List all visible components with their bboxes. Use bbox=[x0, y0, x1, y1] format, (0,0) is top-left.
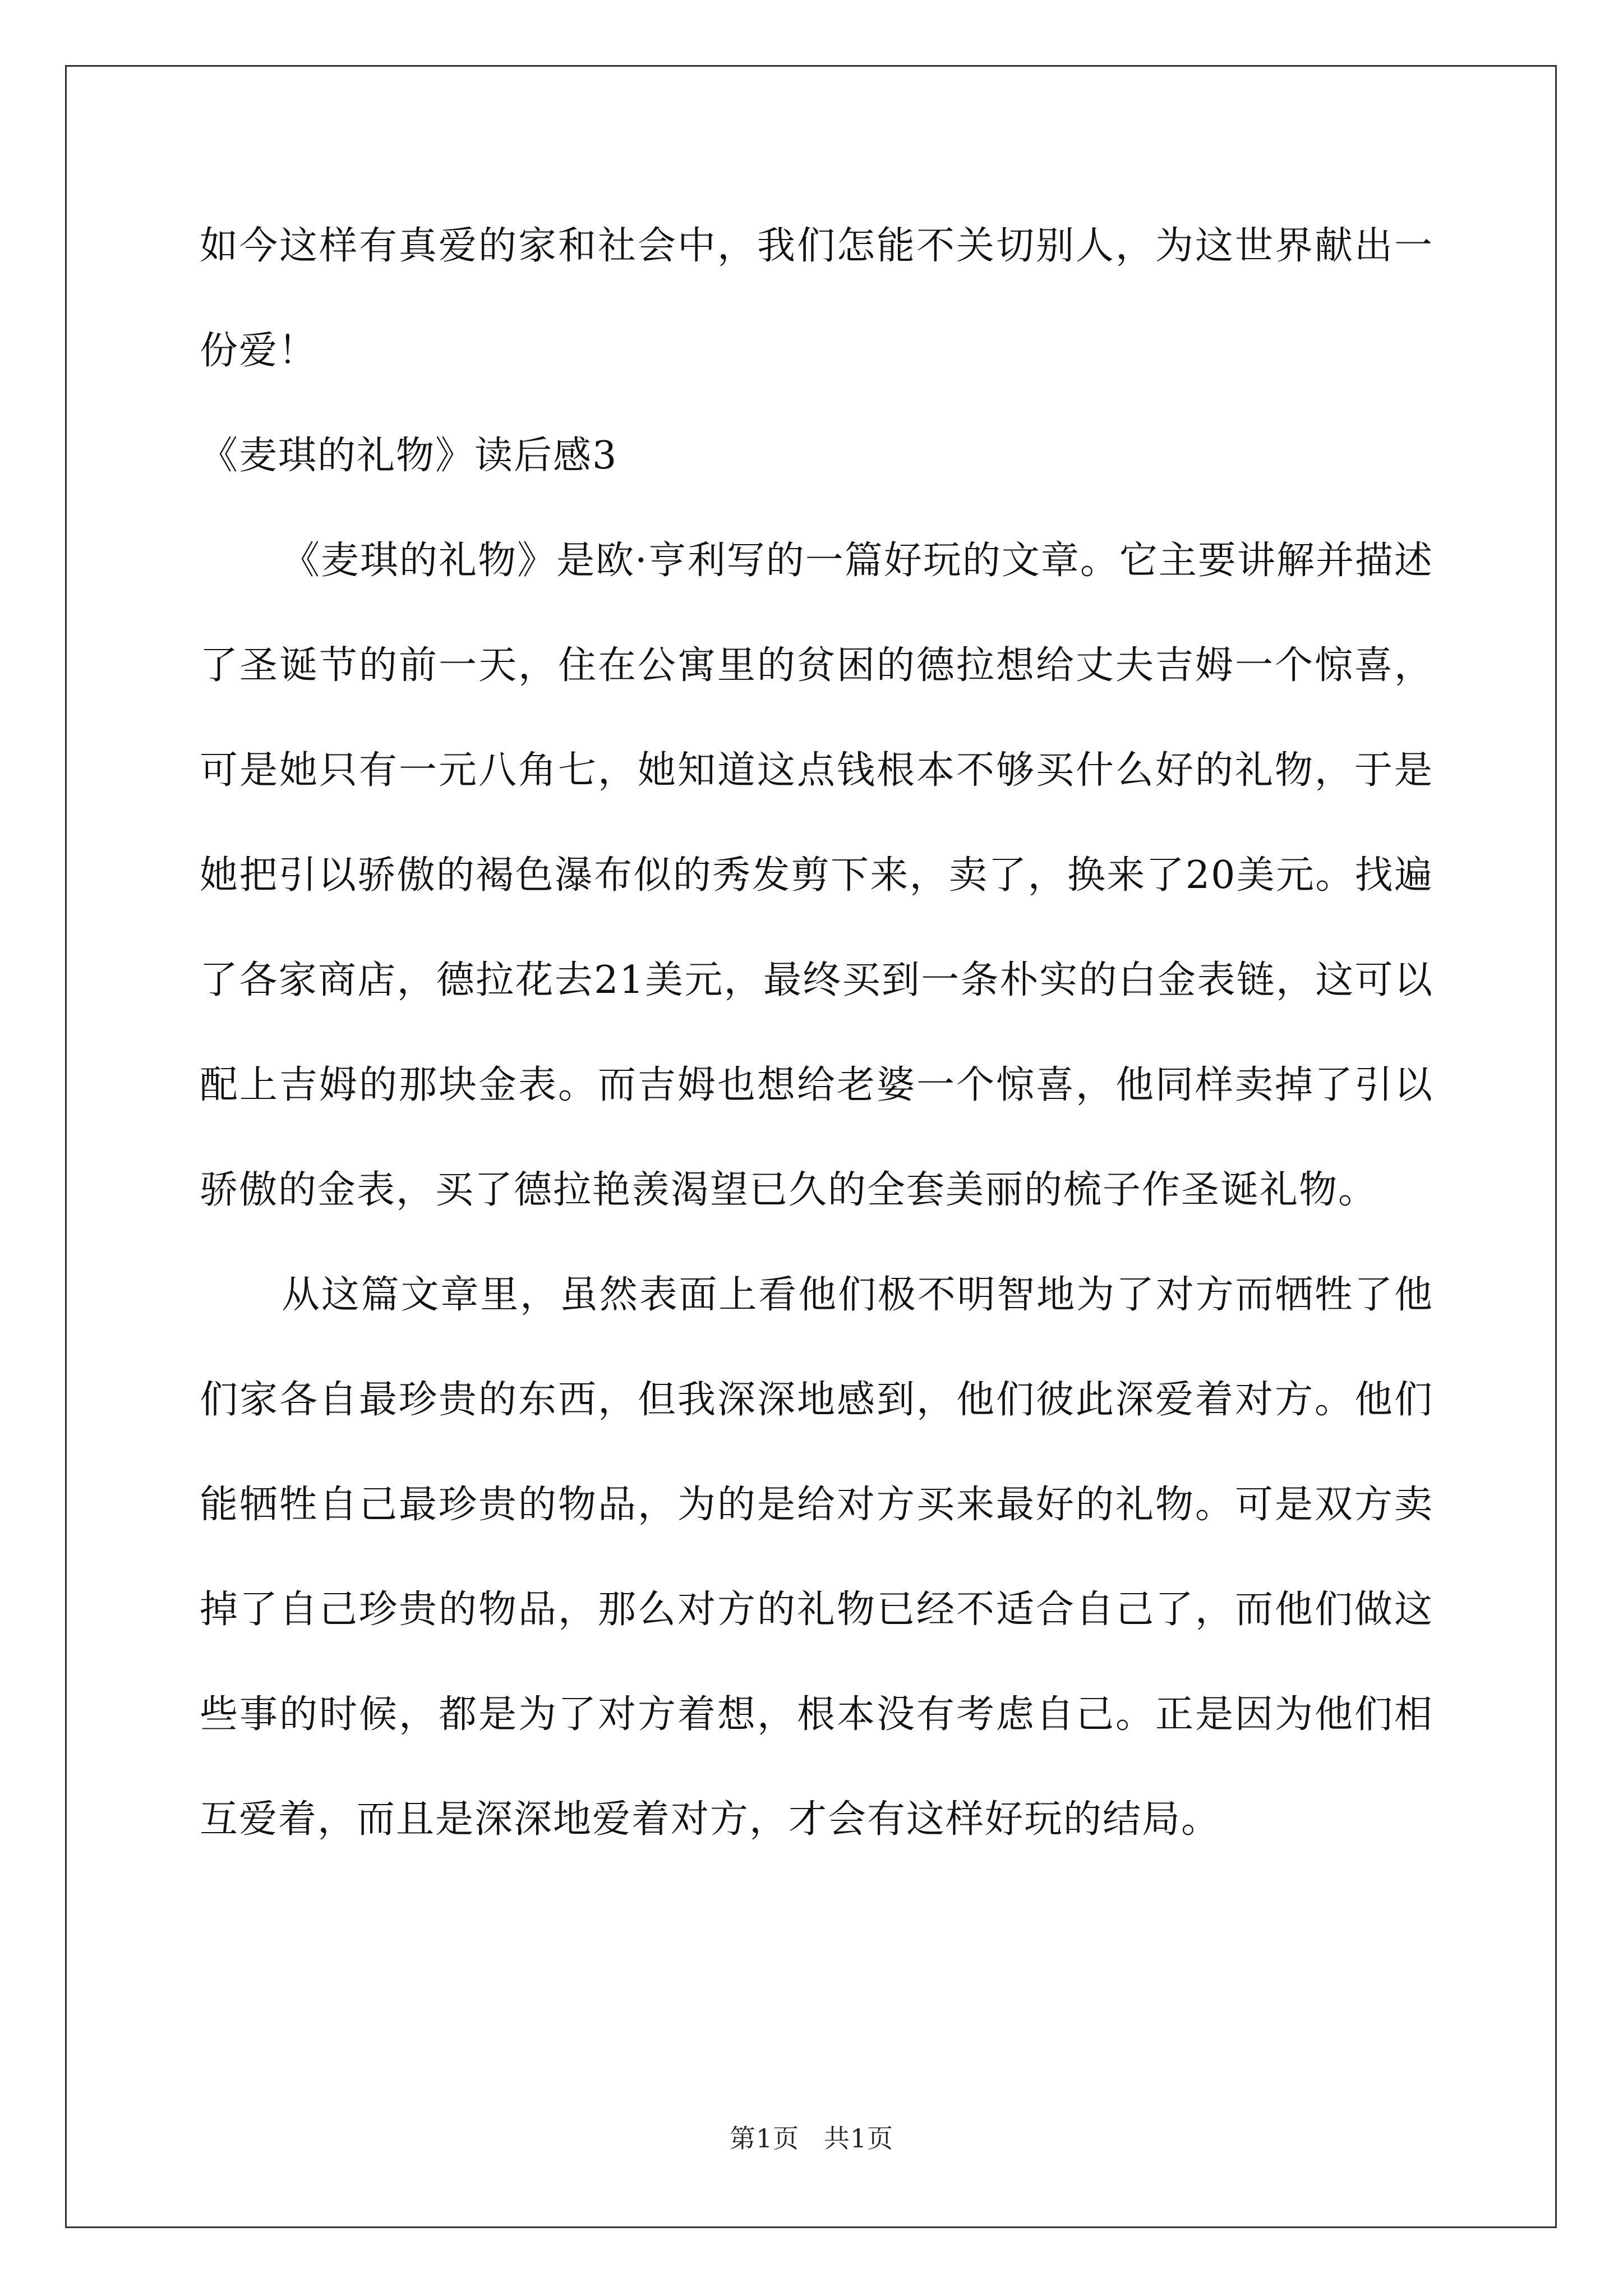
document-body bbox=[200, 194, 1433, 1872]
page-number-total: 共1页 bbox=[823, 2123, 894, 2154]
paragraph-reflection: 从这篇文章里，虽然表面上看他们极不明智地为了对方而牺牲了他们家各自最珍贵的东西，但我深深地感到，他们彼此深爱着对方。他们能牺牲自己最珍贵的物品，为的是给对方买来最好的礼物。可是双方卖掉了自己珍贵的物品，那么对方的礼物已经不适合自己了，而他们做这些事的时候，都是为了对方着想，根本没有考虑自己。正是因为他们相互爱着，而且是深深地爱着对方，才会有这样好玩的结局。 bbox=[200, 1273, 1433, 1842]
paragraph-closing: 如今这样有真爱的家和社会中，我们怎能不关切别人，为这世界献出一份爱！ bbox=[200, 224, 1433, 373]
paragraph-summary: 《麦琪的礼物》是欧·亨利写的一篇好玩的文章。它主要讲解并描述了圣诞节的前一天，住在公寓里的贫困的德拉想给丈夫吉姆一个惊喜，可是她只有一元八角七，她知道这点钱根本不够买什么好的礼物，于是她把引以骄傲的褐色瀑布似的秀发剪下来，卖了，换来了20美元。找遍了各家商店，德拉花去21美元，最终买到一条朴实的白金表链，这可以配上吉姆的那块金表。而吉姆也想给老婆一个惊喜，他同样卖掉了引以骄傲的金表，买了德拉艳羡渴望已久的全套美丽的梳子作圣诞礼物。 bbox=[200, 539, 1433, 1212]
section-heading: 《麦琪的礼物》读后感3 bbox=[200, 434, 618, 478]
page-footer bbox=[0, 2122, 1623, 2155]
page-number-current: 第1页 bbox=[729, 2123, 800, 2154]
